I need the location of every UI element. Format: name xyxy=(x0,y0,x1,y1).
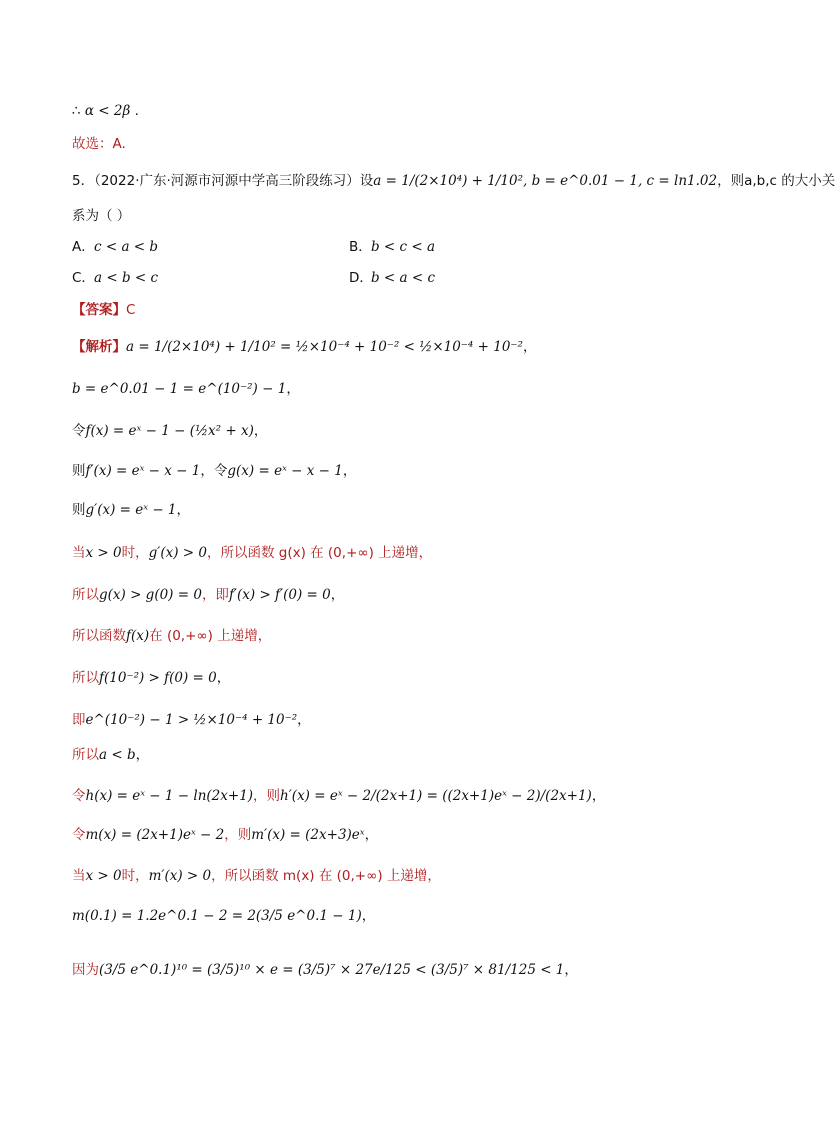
solution-line xyxy=(72,585,344,605)
solution-line xyxy=(72,379,300,399)
answer-heading: 【答案】 xyxy=(72,302,126,318)
punctuation: ， xyxy=(364,827,379,843)
math-expression: g(x) > g(0) = 0 xyxy=(99,587,202,603)
math-expression: (3/5 e^0.1)¹⁰ = (3/5)¹⁰ × e = (3/5)⁷ × 27e/125 < (3/5)⁷ × 81/125 < 1 xyxy=(99,962,565,978)
solution-line xyxy=(72,668,230,688)
answer-value: C xyxy=(126,302,136,318)
answer-choice-line xyxy=(72,134,126,154)
math-expression: f(x) = eˣ − 1 − (½x² + x) xyxy=(85,423,254,439)
therefore-symbol: ∴ xyxy=(72,103,81,119)
punctuation: ， xyxy=(297,712,311,728)
solution-line xyxy=(72,825,378,845)
option-label: B． xyxy=(349,239,372,255)
step-suffix: 在 (0,+∞) 上递增， xyxy=(149,628,272,644)
punctuation: ， xyxy=(564,962,578,978)
step-prefix: 令 xyxy=(72,423,86,439)
option-a xyxy=(72,237,158,257)
question-line-2 xyxy=(72,206,130,226)
step-mid: 时， xyxy=(121,868,149,884)
punctuation: ， xyxy=(216,670,231,686)
solution-line xyxy=(72,500,190,520)
answer-line xyxy=(72,300,135,320)
step-mid: ，则 xyxy=(224,827,252,843)
step-prefix: 则 xyxy=(72,502,86,518)
option-text: a < b < c xyxy=(94,270,159,286)
option-label: C． xyxy=(72,270,95,286)
math-expression-2: m′(x) > 0 xyxy=(148,868,212,884)
question-stem-2: 系为（ ） xyxy=(72,208,131,224)
step-prefix: 所以 xyxy=(72,587,99,603)
math-expression: m(0.1) = 1.2e^0.1 − 2 = 2(3/5 e^0.1 − 1) xyxy=(72,908,362,924)
option-label: D． xyxy=(349,270,373,286)
math-expression: x > 0 xyxy=(85,545,122,561)
option-b xyxy=(349,237,435,257)
math-expression: m(x) = (2x+1)eˣ − 2 xyxy=(85,827,225,843)
math-expression: a = 1/(2×10⁴) + 1/10² = ½×10⁻⁴ + 10⁻² < ½×10⁻⁴ + 10⁻² xyxy=(126,339,523,355)
punctuation: ， xyxy=(253,423,268,439)
punctuation: ， xyxy=(286,381,300,397)
step-prefix: 令 xyxy=(72,788,86,804)
step-prefix: 所以 xyxy=(72,747,99,763)
solution-line xyxy=(72,906,375,926)
step-prefix: 当 xyxy=(72,868,86,884)
solution-line xyxy=(72,710,311,730)
math-expression: f′(x) = eˣ − x − 1 xyxy=(85,463,201,479)
math-expression-2: h′(x) = eˣ − 2/(2x+1) = ((2x+1)eˣ − 2)/(2x+1) xyxy=(280,788,592,804)
math-expression-2: m′(x) = (2x+3)eˣ xyxy=(251,827,365,843)
step-prefix: 令 xyxy=(72,827,86,843)
punctuation: ， xyxy=(135,747,150,763)
math-expression: x > 0 xyxy=(85,868,122,884)
math-expression: f(10⁻²) > f(0) = 0 xyxy=(99,670,217,686)
step-prefix: 当 xyxy=(72,545,86,561)
math-expression: f(x) xyxy=(126,628,150,644)
analysis-line xyxy=(72,337,536,357)
step-suffix: ，所以函数 g(x) 在 (0,+∞) 上递增， xyxy=(206,545,433,561)
option-text: b < c < a xyxy=(371,239,436,255)
analysis-heading: 【解析】 xyxy=(72,339,126,355)
solution-line xyxy=(72,960,578,980)
math-expression: g′(x) = eˣ − 1 xyxy=(85,502,177,518)
math-expression: e^(10⁻²) − 1 > ½×10⁻⁴ + 10⁻² xyxy=(85,712,298,728)
solution-line xyxy=(72,786,605,806)
punctuation: ， xyxy=(361,908,376,924)
question-line xyxy=(72,171,835,191)
punctuation: ， xyxy=(176,502,191,518)
question-math: a = 1/(2×10⁴) + 1/10², b = e^0.01 − 1, c = ln1.02 xyxy=(373,173,718,189)
math-expression-2: g(x) = eˣ − x − 1 xyxy=(227,463,343,479)
punctuation: ， xyxy=(591,788,606,804)
step-prefix: 则 xyxy=(72,463,86,479)
step-mid: ，即 xyxy=(201,587,229,603)
math-expression: b = e^0.01 − 1 = e^(10⁻²) − 1 xyxy=(72,381,287,397)
math-expression-2: g′(x) > 0 xyxy=(148,545,207,561)
solution-line xyxy=(72,543,432,563)
step-mid: 时， xyxy=(121,545,149,561)
question-stem: 5．（2022·广东·河源市河源中学高三阶段练习）设 xyxy=(72,173,374,189)
question-tail: ，则a,b,c 的大小关 xyxy=(717,173,835,189)
step-mid: ，令 xyxy=(200,463,228,479)
step-suffix: ，所以函数 m(x) 在 (0,+∞) 上递增， xyxy=(211,868,441,884)
punctuation: ， xyxy=(342,463,357,479)
option-text: c < a < b xyxy=(94,239,159,255)
solution-line xyxy=(72,626,271,646)
punctuation: ， xyxy=(330,587,345,603)
math-expression: a < b xyxy=(99,747,136,763)
option-label: A． xyxy=(72,239,95,255)
solution-line xyxy=(72,745,149,765)
option-d xyxy=(349,268,435,288)
punctuation: . xyxy=(130,103,139,119)
step-mid: ，则 xyxy=(253,788,281,804)
step-prefix: 因为 xyxy=(72,962,99,978)
solution-line xyxy=(72,866,441,886)
punctuation: ， xyxy=(522,339,537,355)
step-prefix: 所以 xyxy=(72,670,99,686)
option-text: b < a < c xyxy=(371,270,436,286)
solution-line xyxy=(72,421,267,441)
math-expression: α < 2β xyxy=(80,103,131,119)
answer-choice-text: 故选：A. xyxy=(72,136,126,152)
solution-line xyxy=(72,461,356,481)
step-prefix: 即 xyxy=(72,712,86,728)
text-line xyxy=(72,101,139,121)
math-expression: h(x) = eˣ − 1 − ln(2x+1) xyxy=(85,788,254,804)
step-prefix: 所以函数 xyxy=(72,628,126,644)
math-expression-2: f′(x) > f′(0) = 0 xyxy=(228,587,331,603)
option-c xyxy=(72,268,158,288)
